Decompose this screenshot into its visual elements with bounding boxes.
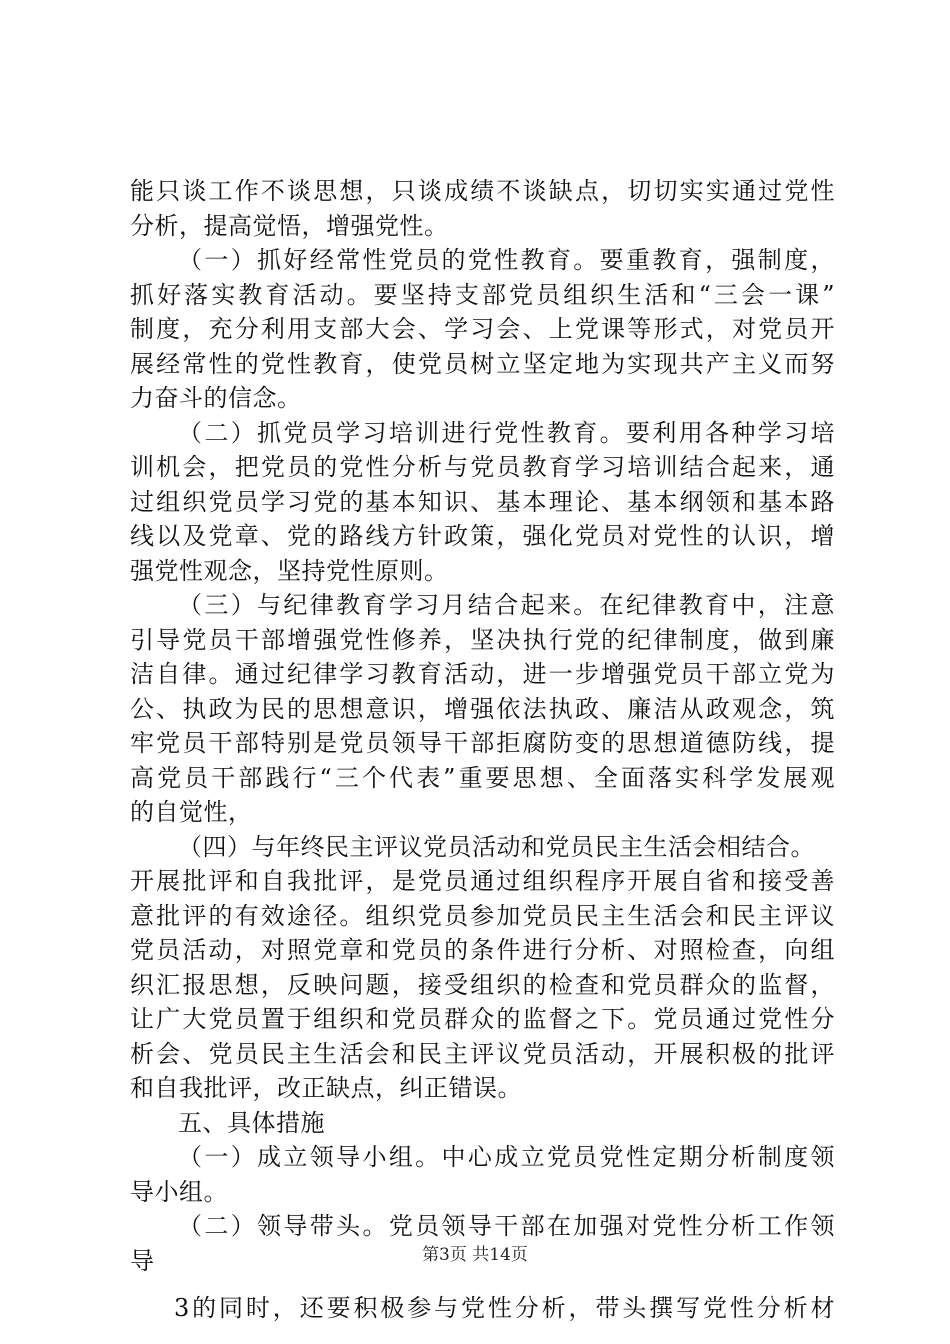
text-line: 展经常性的党性教育，使党员树立坚定地为实现共产主义而努 — [130, 349, 835, 378]
text-line: 抓好落实教育活动。要坚持支部党员组织生活和“三会一课” — [130, 280, 835, 309]
text-line: 导 — [130, 1246, 155, 1275]
text-line: 的自觉性， — [130, 798, 253, 826]
section-heading: 五、具体措施 — [178, 1108, 325, 1137]
text-line: 训机会，把党员的党性分析与党员教育学习培训结合起来，通 — [130, 453, 835, 481]
text-line: 意批评的有效途径。组织党员参加党员民主生活会和民主评议 — [130, 901, 835, 930]
text-line: 3的同时，还要积极参与党性分析，带头撰写党性分析材 — [174, 1294, 835, 1322]
text-line: 让广大党员置于组织和党员群众的监督之下。党员通过党性分 — [130, 1005, 835, 1033]
paragraph-start-line: （四）与年终民主评议党员活动和党员民主生活会相结合。 — [178, 832, 815, 861]
document-body — [130, 174, 835, 1326]
text-line: 能只谈工作不谈思想，只谈成绩不谈缺点，切切实实通过党性 — [130, 177, 835, 205]
paragraph-start-line: （二）抓党员学习培训进行党性教育。要利用各种学习培 — [178, 418, 835, 447]
text-line: 织汇报思想，反映问题，接受组织的检查和党员群众的监督， — [130, 970, 835, 999]
text-line: 分析，提高觉悟，增强党性。 — [130, 211, 449, 240]
paragraph-start-line: （一）抓好经常性党员的党性教育。要重教育，强制度， — [178, 246, 835, 274]
text-line: 过组织党员学习党的基本知识、基本理论、基本纲领和基本路 — [130, 487, 835, 516]
text-line: 洁自律。通过纪律学习教育活动，进一步增强党员干部立党为 — [130, 660, 835, 688]
text-line: 制度，充分利用支部大会、学习会、上党课等形式，对党员开 — [130, 315, 835, 343]
paragraph-start-line: （三）与纪律教育学习月结合起来。在纪律教育中，注意 — [178, 591, 835, 619]
text-line: 导小组。 — [130, 1177, 228, 1206]
page-number-footer: 第3页 共14页 — [422, 1245, 528, 1265]
line-gap — [130, 1278, 835, 1291]
text-line: 和自我批评，改正缺点，纠正错误。 — [130, 1074, 522, 1102]
text-line: 力奋斗的信念。 — [130, 384, 302, 412]
paragraph-start-line: （二）领导带头。党员领导干部在加强对党性分析工作领 — [178, 1212, 835, 1240]
text-line: 公、执政为民的思想意识，增强依法执政、廉洁从政观念，筑 — [130, 694, 835, 723]
text-line: 引导党员干部增强党性修养，坚决执行党的纪律制度，做到廉 — [130, 625, 835, 654]
text-line: 党员活动，对照党章和党员的条件进行分析、对照检查，向组 — [130, 936, 835, 964]
text-line: 开展批评和自我批评，是党员通过组织程序开展自省和接受善 — [130, 867, 835, 895]
text-line: 强党性观念，坚持党性原则。 — [130, 556, 449, 585]
paragraph-start-line: （一）成立领导小组。中心成立党员党性定期分析制度领 — [178, 1143, 835, 1171]
text-line: 线以及党章、党的路线方针政策，强化党员对党性的认识，增 — [130, 522, 835, 550]
text-line: 高党员干部践行“三个代表”重要思想、全面落实科学发展观 — [130, 763, 835, 792]
text-line: 牢党员干部特别是党员领导干部拒腐防变的思想道德防线，提 — [130, 729, 835, 757]
text-line: 析会、党员民主生活会和民主评议党员活动，开展积极的批评 — [130, 1039, 835, 1068]
